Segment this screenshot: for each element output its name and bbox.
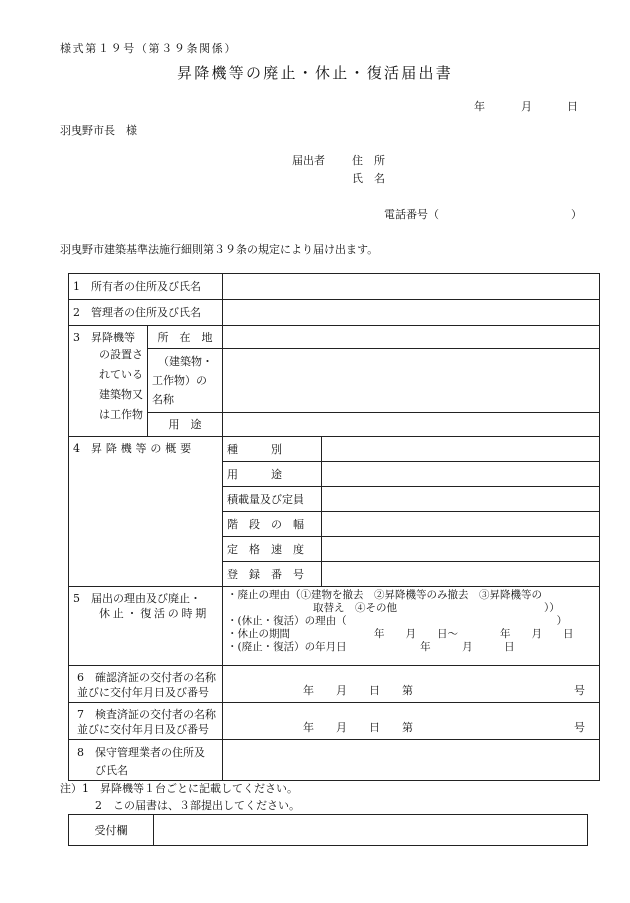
reason-line: 取替え ④その他 ）） bbox=[313, 602, 560, 614]
spec-use-field[interactable] bbox=[322, 462, 600, 487]
inspection-date: 年 月 日 第 bbox=[303, 721, 413, 734]
inspection-number: 号 bbox=[574, 721, 585, 734]
spec-registration-label: 登 録 番 号 bbox=[223, 562, 322, 587]
inspection-field[interactable] bbox=[223, 703, 600, 740]
row1-label: 所有者の住所及び氏名 bbox=[91, 280, 201, 293]
manager-field[interactable] bbox=[223, 300, 600, 326]
row6-num: 6 bbox=[77, 671, 84, 684]
row2-label: 管理者の住所及び氏名 bbox=[91, 306, 201, 319]
row6-label: 確認済証の交付者の名称並びに交付年月日及び番号 bbox=[77, 671, 216, 699]
reason-field[interactable] bbox=[223, 587, 600, 666]
row7-label-cell bbox=[69, 703, 223, 740]
spec-registration-field[interactable] bbox=[322, 562, 600, 587]
location-field[interactable] bbox=[223, 326, 600, 349]
date-day: 日 bbox=[567, 100, 578, 113]
row3-label-cell bbox=[69, 326, 148, 437]
row5-num: 5 bbox=[73, 592, 80, 605]
form-number: 様式第１９号（第３９条関係） bbox=[60, 42, 238, 55]
row-owner bbox=[69, 274, 600, 300]
row3-label-line: 建築物又 bbox=[99, 388, 143, 401]
confirmation-date: 年 月 日 第 bbox=[303, 684, 413, 697]
form-title: 昇降機等の廃止・休止・復活届出書 bbox=[176, 64, 453, 82]
spec-use-label: 用 途 bbox=[223, 462, 322, 487]
row7-label: 検査済証の交付者の名称並びに交付年月日及び番号 bbox=[77, 708, 216, 736]
application-table bbox=[68, 273, 600, 781]
reason-line: ・(休止・復活）の理由（ ） bbox=[227, 615, 568, 627]
row5-label-line: 届出の理由及び廃止・ bbox=[91, 592, 201, 605]
date-year: 年 bbox=[474, 100, 485, 113]
receipt-field[interactable] bbox=[154, 815, 588, 846]
row-manager bbox=[69, 300, 600, 326]
row5-label-line: 休止・復活の時期 bbox=[99, 607, 209, 620]
spec-capacity-field[interactable] bbox=[322, 487, 600, 512]
applicant-label: 届出者 bbox=[292, 154, 325, 167]
row3-label-line: 昇降機等 bbox=[91, 331, 135, 344]
row3-label-line: れている bbox=[99, 368, 143, 381]
building-name-field[interactable] bbox=[223, 349, 600, 413]
location-label: 所 在 地 bbox=[148, 326, 223, 349]
row4-num: 4 bbox=[73, 442, 80, 455]
row8-label-cell bbox=[69, 740, 223, 781]
row4-label-cell bbox=[69, 437, 223, 587]
row8-label-line: び氏名 bbox=[95, 764, 128, 777]
reason-line: ・休止の期間 年 月 日〜 年 月 日 bbox=[227, 628, 574, 640]
use-label: 用 途 bbox=[148, 413, 223, 437]
row7-num: 7 bbox=[77, 708, 84, 721]
owner-field[interactable] bbox=[223, 274, 600, 300]
spec-speed-label: 定 格 速 度 bbox=[223, 537, 322, 562]
phone-close: ） bbox=[571, 208, 582, 221]
spec-capacity-label: 積載量及び定員 bbox=[223, 487, 322, 512]
row3-num: 3 bbox=[73, 331, 80, 344]
receipt-table bbox=[68, 814, 588, 846]
date-month: 月 bbox=[521, 100, 532, 113]
spec-speed-field[interactable] bbox=[322, 537, 600, 562]
receipt-label: 受付欄 bbox=[69, 815, 154, 846]
building-name-line: 工作物）の bbox=[152, 374, 207, 387]
applicant-address-label: 住 所 bbox=[352, 154, 385, 167]
row8-label-line: 保守管理業者の住所及 bbox=[95, 746, 205, 759]
row2-num: 2 bbox=[73, 306, 80, 319]
building-name-line: （建築物・ bbox=[158, 355, 213, 368]
row5-label-cell bbox=[69, 587, 223, 666]
confirmation-field[interactable] bbox=[223, 666, 600, 703]
applicant-name-label: 氏 名 bbox=[352, 172, 385, 185]
note-2: 2 この届書は、３部提出してください。 bbox=[95, 799, 300, 812]
maintenance-company-field[interactable] bbox=[223, 740, 600, 781]
spec-type-field[interactable] bbox=[322, 437, 600, 462]
reason-line: ・廃止の理由（①建物を撤去 ②昇降機等のみ撤去 ③昇降機等の bbox=[227, 589, 542, 601]
row6-label-cell bbox=[69, 666, 223, 703]
confirmation-number: 号 bbox=[574, 684, 585, 697]
note-1: 注）1 昇降機等１台ごとに記載してください。 bbox=[60, 782, 298, 795]
row8-num: 8 bbox=[77, 746, 84, 759]
row3-label-line: の設置さ bbox=[99, 348, 143, 361]
row4-label: 昇降機等の概要 bbox=[91, 442, 195, 455]
spec-stair-width-label: 階 段 の 幅 bbox=[223, 512, 322, 537]
statement: 羽曳野市建築基準法施行細則第３９条の規定により届け出ます。 bbox=[60, 243, 379, 256]
row1-num: 1 bbox=[73, 280, 80, 293]
addressee: 羽曳野市長 様 bbox=[60, 124, 137, 137]
reason-line: ・(廃止・復活）の年月日 年 月 日 bbox=[227, 641, 515, 653]
spec-stair-width-field[interactable] bbox=[322, 512, 600, 537]
phone-label: 電話番号（ bbox=[384, 208, 439, 221]
use-field[interactable] bbox=[223, 413, 600, 437]
row3-label-line: は工作物 bbox=[99, 408, 143, 421]
spec-type-label: 種 別 bbox=[223, 437, 322, 462]
building-name-label bbox=[148, 349, 223, 413]
building-name-line: 名称 bbox=[152, 393, 174, 406]
